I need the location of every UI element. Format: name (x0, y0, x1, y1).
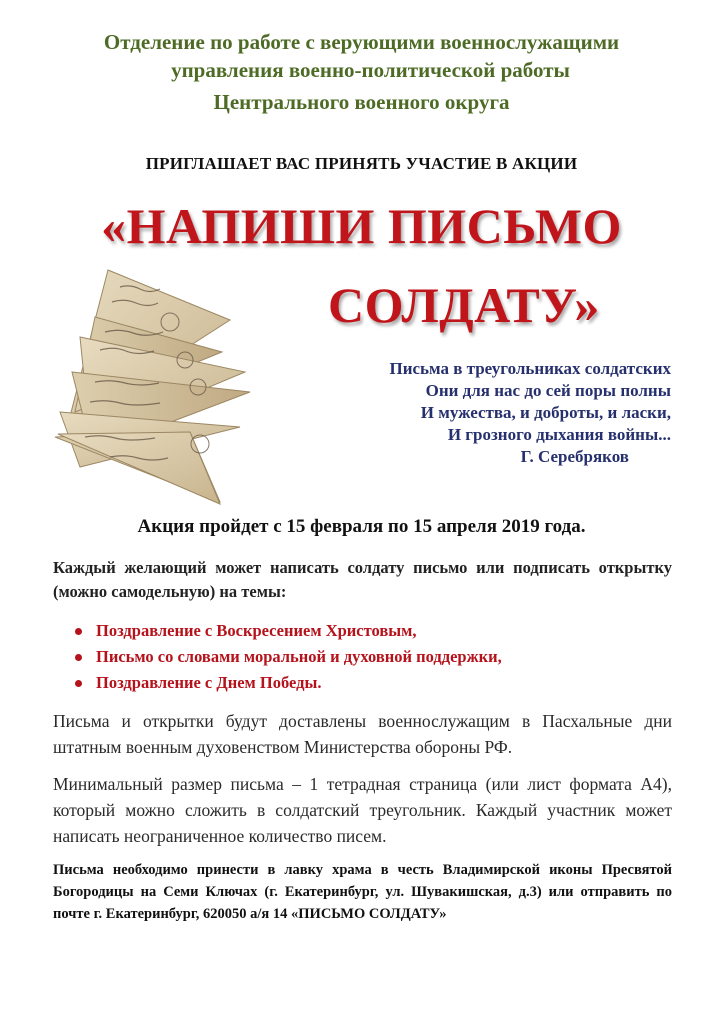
poem-author: Г. Серебряков (520, 447, 629, 466)
topic-text: Поздравление с Воскресением Христовым, (96, 621, 417, 640)
size-paragraph: Минимальный размер письма – 1 тетрадная страница (или лист формата А4), который можно сложить в солдатский треугольник. Каждый участник может написать неограниченное количество писем. (53, 774, 672, 846)
organization-header (0, 28, 723, 116)
campaign-title-line-2: СОЛДАТУ» (328, 277, 600, 333)
poem-line: И грозного дыхания войны... (447, 425, 671, 444)
header-line-3: Центрального военного округа (213, 90, 510, 114)
invitation-heading: ПРИГЛАШАЕТ ВАС ПРИНЯТЬ УЧАСТИЕ В АКЦИИ (145, 154, 578, 173)
header-line-1: Отделение по работе с верующими военнослужащими (103, 30, 620, 54)
bullet-icon (75, 628, 82, 635)
poem-line: Они для нас до сей поры полны (425, 381, 671, 400)
delivery-paragraph: Письма и открытки будут доставлены военнослужащим в Пасхальные дни штатным военным духовенством Министерства обороны РФ. (53, 711, 672, 757)
bullet-icon (75, 654, 82, 661)
campaign-dates: Акция пройдет с 15 февраля по 15 апреля 2019 года. (137, 516, 586, 537)
topic-item (53, 670, 672, 696)
header-line-2: управления военно-политической работы (171, 58, 570, 82)
topic-text: Поздравление с Днем Победы. (96, 673, 322, 692)
campaign-title-line-1: «НАПИШИ ПИСЬМО (101, 198, 622, 254)
topic-item (53, 618, 672, 644)
triangle-letters-image (50, 262, 300, 512)
topics-list (53, 618, 672, 696)
poem-line: И мужества, и доброты, и ласки, (420, 403, 671, 422)
poem-quote (389, 358, 671, 468)
submission-instructions: Письма необходимо принести в лавку храма в честь Владимирской иконы Пресвятой Богородицы на Семи Ключах (г. Екатеринбург, ул. Шувакишская, д.3) или отправить по почте г. Екатеринбург, 620050 а/я 14 «ПИСЬМО СОЛДАТУ» (53, 862, 672, 922)
bullet-icon (75, 680, 82, 687)
topic-item (53, 644, 672, 670)
intro-paragraph: Каждый желающий может написать солдату письмо или подписать открытку (можно самодельную) на темы: (53, 558, 672, 601)
poem-line: Письма в треугольниках солдатских (389, 359, 671, 378)
topic-text: Письмо со словами моральной и духовной поддержки, (96, 647, 502, 666)
